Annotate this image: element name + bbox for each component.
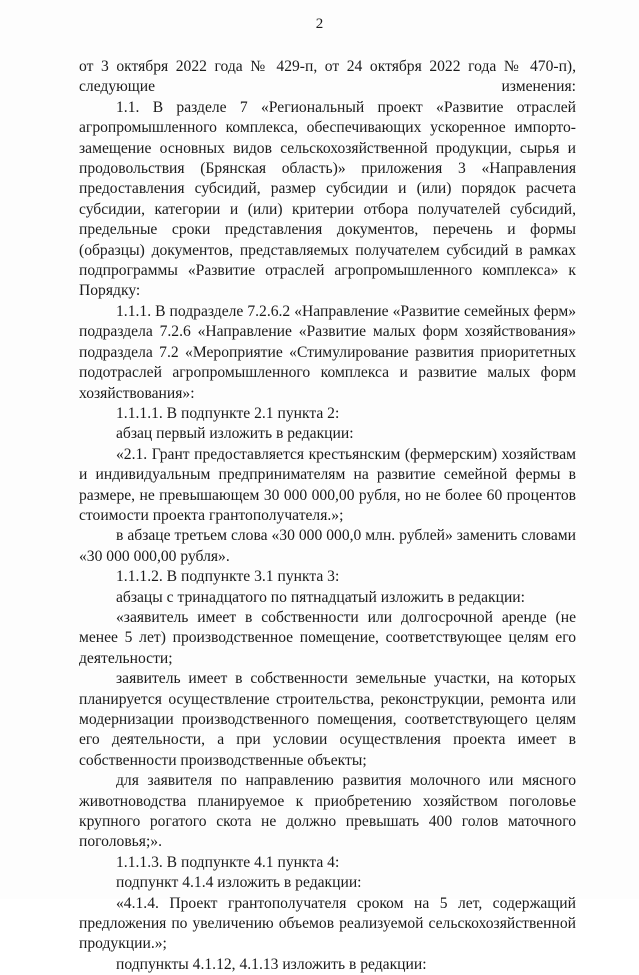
document-body [79, 57, 576, 975]
paragraph: подпункт 4.1.4 изложить в редакции: [116, 874, 362, 892]
paragraph: заявитель имеет в собственности земельные участки, на которых планируется осуществление строительства, реконструкции, ремонта или модернизации производственного помещения, соответствующего целям его деятельности, а при условии осуществления проекта имеет в собственности производственные объекты; [79, 670, 576, 769]
page-number: 2 [315, 16, 324, 32]
paragraph: в абзаце третьем слова «30 000 000,0 млн. рублей» заменить словами «30 000 000,00 рубля». [79, 527, 576, 565]
paragraph: «4.1.4. Проект грантополучателя сроком на 5 лет, содержащий предложения по увеличению объемов реализуемой сельскохозяйственной продукции.»; [79, 894, 576, 953]
paragraph: 1.1.1.2. В подпункте 3.1 пункта 3: [116, 568, 340, 586]
paragraph: «2.1. Грант предоставляется крестьянским (фермерским) хозяйствам и индивидуальным предпринимателям на развитие семейной фермы в размере, не превышающем 30 000 000,00 рубля, но не более 60 процентов стоимости проекта грантополучателя.»; [79, 445, 576, 524]
paragraph: для заявителя по направлению развития молочного или мясного животноводства планируемое к приобретению хозяйством поголовье крупного рогатого скота не должно превышать 400 голов маточного поголовья;». [79, 772, 576, 851]
paragraph: 1.1.1.1. В подпункте 2.1 пункта 2: [116, 404, 340, 422]
paragraph: подпункты 4.1.12, 4.1.13 изложить в редакции: [116, 955, 427, 973]
paragraph: «заявитель имеет в собственности или долгосрочной аренде (не менее 5 лет) производственное помещение, соответствующее целям его деятельности; [79, 608, 576, 667]
paragraph: абзацы с тринадцатого по пятнадцатый изложить в редакции: [116, 588, 525, 606]
paragraph: абзац первый изложить в редакции: [116, 425, 354, 443]
paragraph: 1.1. В разделе 7 «Региональный проект «Развитие отраслей агропромышленного комплекса, обеспечивающих ускоренное импорто-замещение основных видов сельскохозяйственной продукции, сырья и продовольствия (Брянская область)» приложения 3 «Направления предоставления субсидий, размер субсидии и (или) порядок расчета субсидии, категории и (или) критерии отбора получателей субсидий, предельные сроки представления документов, перечень и формы (образцы) документов, представляемых получателем субсидий в рамках подпрограммы «Развитие отраслей агропромышленного комплекса» к Порядку: [79, 98, 576, 300]
paragraph: 1.1.1. В подразделе 7.2.6.2 «Направление «Развитие семейных ферм» подраздела 7.2.6 «Направление «Развитие малых форм хозяйствования» подраздела 7.2 «Мероприятие «Стимулирование развития приоритетных подотраслей агропромышленного комплекса и развитие малых форм хозяйствования»: [79, 302, 576, 402]
paragraph: от 3 октября 2022 года № 429-п, от 24 октября 2022 года № 470-п), следующие изменения: [79, 58, 576, 96]
paragraph: 1.1.1.3. В подпункте 4.1 пункта 4: [116, 853, 340, 871]
